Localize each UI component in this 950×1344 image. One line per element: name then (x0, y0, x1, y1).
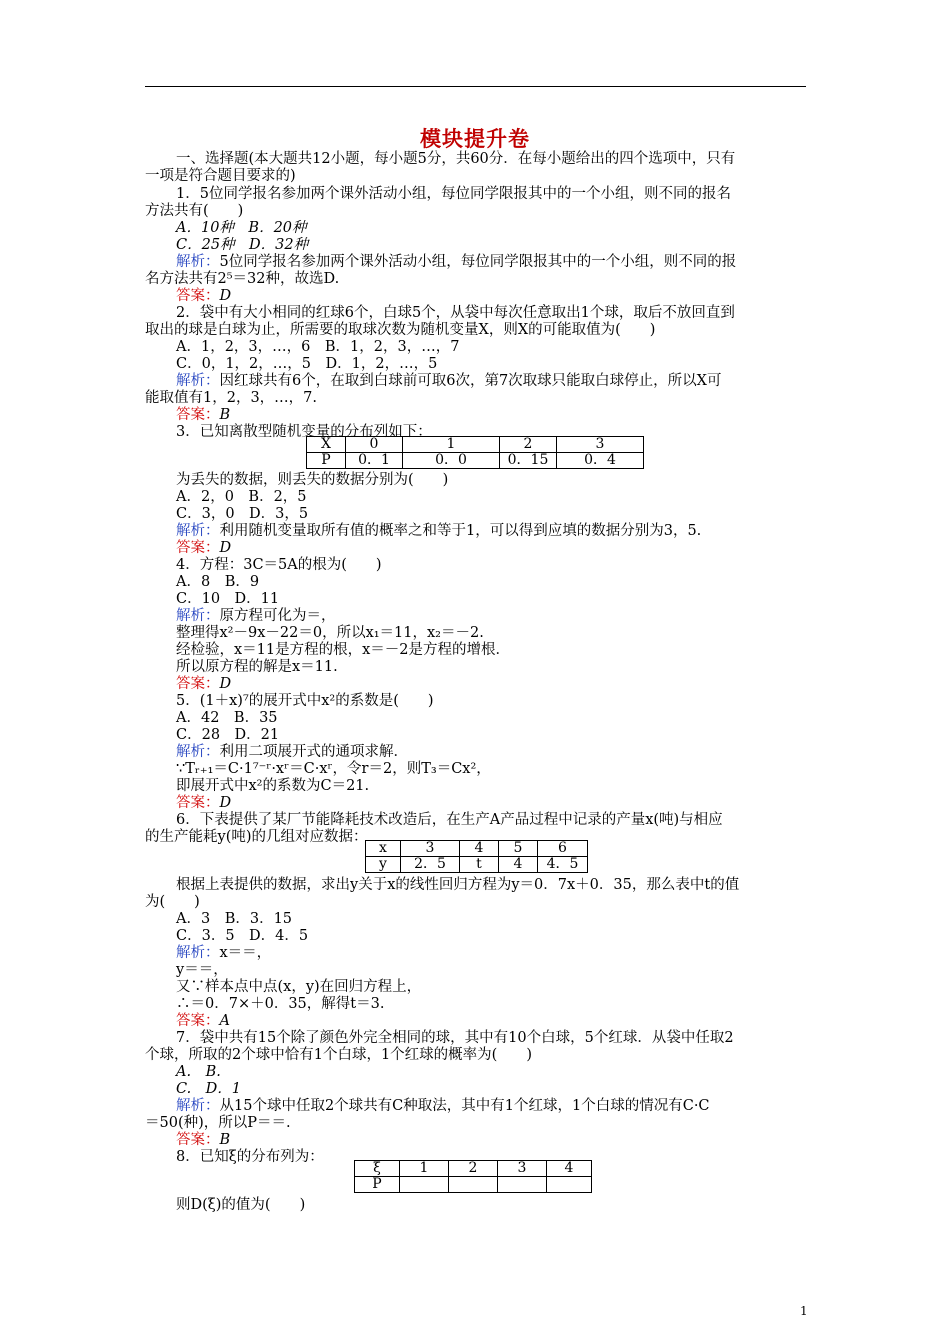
table-cell (400, 1177, 449, 1193)
q5-options-ab: A．42 B．35 (176, 710, 278, 726)
q6-data-table (365, 840, 588, 873)
answer-label: 答案： (176, 540, 220, 556)
q6-stem-line4: 为( ) (145, 894, 200, 910)
table-row (366, 857, 588, 873)
table-cell: 1 (403, 437, 500, 453)
solution-label: 解析： (176, 254, 220, 270)
q7-solution (176, 1097, 710, 1115)
section-heading-cont: 一项是符合题目要求的) (145, 168, 296, 184)
solution-label: 解析： (176, 608, 220, 624)
table-cell: 2 (449, 1161, 498, 1177)
solution-label: 解析： (176, 945, 220, 961)
answer-label: 答案： (176, 676, 220, 692)
page-number: 1 (800, 1304, 808, 1318)
q1-solution-cont: 名方法共有2⁵＝32种，故选D. (145, 271, 340, 287)
table-cell: P (355, 1177, 400, 1193)
solution-label: 解析： (176, 1098, 220, 1114)
table-cell: 2 (500, 437, 557, 453)
q5-solution-line2: ∵Tᵣ₊₁＝C·1⁷⁻ʳ·xʳ＝C·xʳ，令r＝2，则T₃＝Cx²， (176, 761, 491, 777)
answer-label: 答案： (176, 795, 220, 811)
q7-options-cd: C. D．1 (176, 1081, 242, 1097)
q6-solution-line2: y＝＝， (176, 962, 228, 978)
q6-solution-text: x＝＝， (219, 945, 272, 961)
table-row (355, 1177, 592, 1193)
page-title: 模块提升卷 (420, 126, 530, 151)
q6-options-ab: A．3 B．3．15 (176, 911, 293, 927)
q6-options-cd: C．3．5 D．4．5 (176, 928, 309, 944)
q5-solution (176, 743, 408, 761)
q3-solution-text: 利用随机变量取所有值的概率之和等于1，可以得到应填的数据分别为3，5. (219, 523, 702, 539)
q5-stem: 5．(1＋x)⁷的展开式中x²的系数是( ) (176, 693, 434, 709)
table-cell: t (460, 857, 499, 873)
q2-solution-cont: 能取值有1，2，3，…，7. (145, 390, 318, 406)
q3-options-ab: A．2，0 B．2，5 (176, 489, 307, 505)
q1-answer (176, 287, 231, 305)
q3-answer (176, 539, 231, 557)
q1-solution-text: 5位同学报名参加两个课外活动小组，每位同学限报其中的一个小组，则不同的报 (219, 254, 737, 270)
q4-solution (176, 607, 336, 625)
answer-label: 答案： (176, 288, 220, 304)
q8-distribution-table (354, 1160, 592, 1193)
q7-answer-value: B (219, 1132, 231, 1148)
q7-solution-text: 从15个球中任取2个球共有C种取法，其中有1个红球，1个白球的情况有C·C (219, 1098, 710, 1114)
q4-solution-line3: 经检验，x＝11是方程的根，x＝－2是方程的增根． (176, 642, 511, 658)
table-cell (498, 1177, 547, 1193)
q4-solution-line2: 整理得x²－9x－22＝0，所以x₁＝11，x₂＝－2. (176, 625, 484, 641)
q6-stem-line3: 根据上表提供的数据，求出y关于x的线性回归方程为y＝0．7x＋0．35，那么表中t的值 (176, 877, 740, 893)
solution-label: 解析： (176, 523, 220, 539)
answer-label: 答案： (176, 407, 220, 423)
table-cell: x (366, 841, 401, 857)
table-cell (449, 1177, 498, 1193)
table-row (307, 437, 644, 453)
q1-options-cd: C．25种 D．32种 (176, 237, 309, 253)
q5-solution-text: 利用二项展开式的通项求解． (219, 744, 408, 760)
q3-distribution-table (306, 436, 644, 469)
q6-solution-line3: 又∵样本点中点(x，y)在回归方程上， (176, 979, 422, 995)
q7-stem-cont: 个球，所取的2个球中恰有1个白球，1个红球的概率为( ) (145, 1047, 532, 1063)
table-cell: 0．15 (500, 453, 557, 469)
q1-solution (176, 253, 736, 271)
table-cell: 4 (460, 841, 499, 857)
q2-options-ab: A．1，2，3，…，6 B．1，2，3，…，7 (176, 339, 460, 355)
q1-stem: 1．5位同学报名参加两个课外活动小组，每位同学限报其中的一个小组，则不同的报名 (176, 186, 731, 202)
q4-options-ab: A．8 B．9 (176, 574, 260, 590)
q5-answer-value: D (219, 795, 232, 811)
q4-solution-line4: 所以原方程的解是x＝11. (176, 659, 338, 675)
q5-solution-line3: 即展开式中x²的系数为C＝21. (176, 778, 370, 794)
table-row (307, 453, 644, 469)
q6-solution (176, 944, 271, 962)
q2-stem: 2．袋中有大小相同的红球6个，白球5个，从袋中每次任意取出1个球，取后不放回直到 (176, 305, 735, 321)
q8-stem: 8．已知ξ的分布列为： (176, 1149, 324, 1165)
table-cell: 0．4 (557, 453, 644, 469)
q3-stem: 3．已知离散型随机变量的分布列如下： (176, 424, 432, 440)
table-cell (547, 1177, 592, 1193)
answer-label: 答案： (176, 1132, 220, 1148)
table-cell: 5 (499, 841, 538, 857)
q8-stem-cont: 则D(ξ)的值为( ) (176, 1197, 306, 1213)
q6-stem: 6．下表提供了某厂节能降耗技术改造后，在生产A产品过程中记录的产量x(吨)与相应 (176, 812, 723, 828)
table-cell: 2．5 (401, 857, 460, 873)
q3-stem-cont: 为丢失的数据，则丢失的数据分别为( ) (176, 472, 449, 488)
q6-answer-value: A (219, 1013, 230, 1029)
table-cell: 4 (499, 857, 538, 873)
table-cell: 0 (346, 437, 403, 453)
q7-options-ab: A. B. (176, 1064, 221, 1080)
q7-stem: 7．袋中共有15个除了颜色外完全相同的球，其中有10个白球，5个红球．从袋中任取2 (176, 1030, 734, 1046)
q4-stem: 4．方程：3C＝5A的根为( ) (176, 557, 382, 573)
q1-stem-cont: 方法共有( ) (145, 203, 244, 219)
section-heading: 一、选择题(本大题共12小题，每小题5分，共60分．在每小题给出的四个选项中，只有 (176, 151, 736, 167)
q1-answer-value: D (219, 288, 232, 304)
table-cell: ξ (355, 1161, 400, 1177)
table-cell: 3 (557, 437, 644, 453)
q1-options-ab: A．10种 B．20种 (176, 220, 307, 236)
q5-options-cd: C．28 D．21 (176, 727, 280, 743)
table-cell: X (307, 437, 346, 453)
q6-solution-line4: ∴＝0．7×＋0．35，解得t＝3. (176, 996, 385, 1012)
table-row (355, 1161, 592, 1177)
table-cell: 0．1 (346, 453, 403, 469)
table-cell: 0．0 (403, 453, 500, 469)
q4-answer-value: D (219, 676, 232, 692)
q4-answer (176, 675, 231, 693)
q2-answer-value: B (219, 407, 231, 423)
table-cell: 3 (401, 841, 460, 857)
table-cell: 6 (538, 841, 588, 857)
q2-answer (176, 406, 230, 424)
solution-label: 解析： (176, 744, 220, 760)
q5-answer (176, 794, 231, 812)
q3-solution (176, 522, 701, 540)
q2-options-cd: C．0，1，2，…，5 D．1，2，…，5 (176, 356, 438, 372)
table-row (366, 841, 588, 857)
q6-answer (176, 1012, 230, 1030)
answer-label: 答案： (176, 1013, 220, 1029)
q7-solution-cont: ＝50(种)，所以P＝＝. (145, 1115, 291, 1131)
table-cell: 4 (547, 1161, 592, 1177)
table-cell: 1 (400, 1161, 449, 1177)
q4-options-cd: C．10 D．11 (176, 591, 280, 607)
q3-options-cd: C．3，0 D．3，5 (176, 506, 309, 522)
table-cell: y (366, 857, 401, 873)
q4-solution-text: 原方程可化为＝， (219, 608, 336, 624)
solution-label: 解析： (176, 373, 220, 389)
q2-solution (176, 372, 722, 390)
table-cell: 4．5 (538, 857, 588, 873)
header-rule (145, 86, 806, 87)
q3-answer-value: D (219, 540, 232, 556)
q2-stem-cont: 取出的球是白球为止，所需要的取球次数为随机变量X，则X的可能取值为( ) (145, 322, 656, 338)
table-cell: P (307, 453, 346, 469)
q2-solution-text: 因红球共有6个，在取到白球前可取6次，第7次取球只能取白球停止，所以X可 (219, 373, 722, 389)
table-cell: 3 (498, 1161, 547, 1177)
q7-answer (176, 1131, 230, 1149)
q6-stem-cont: 的生产能耗y(吨)的几组对应数据： (145, 829, 368, 845)
